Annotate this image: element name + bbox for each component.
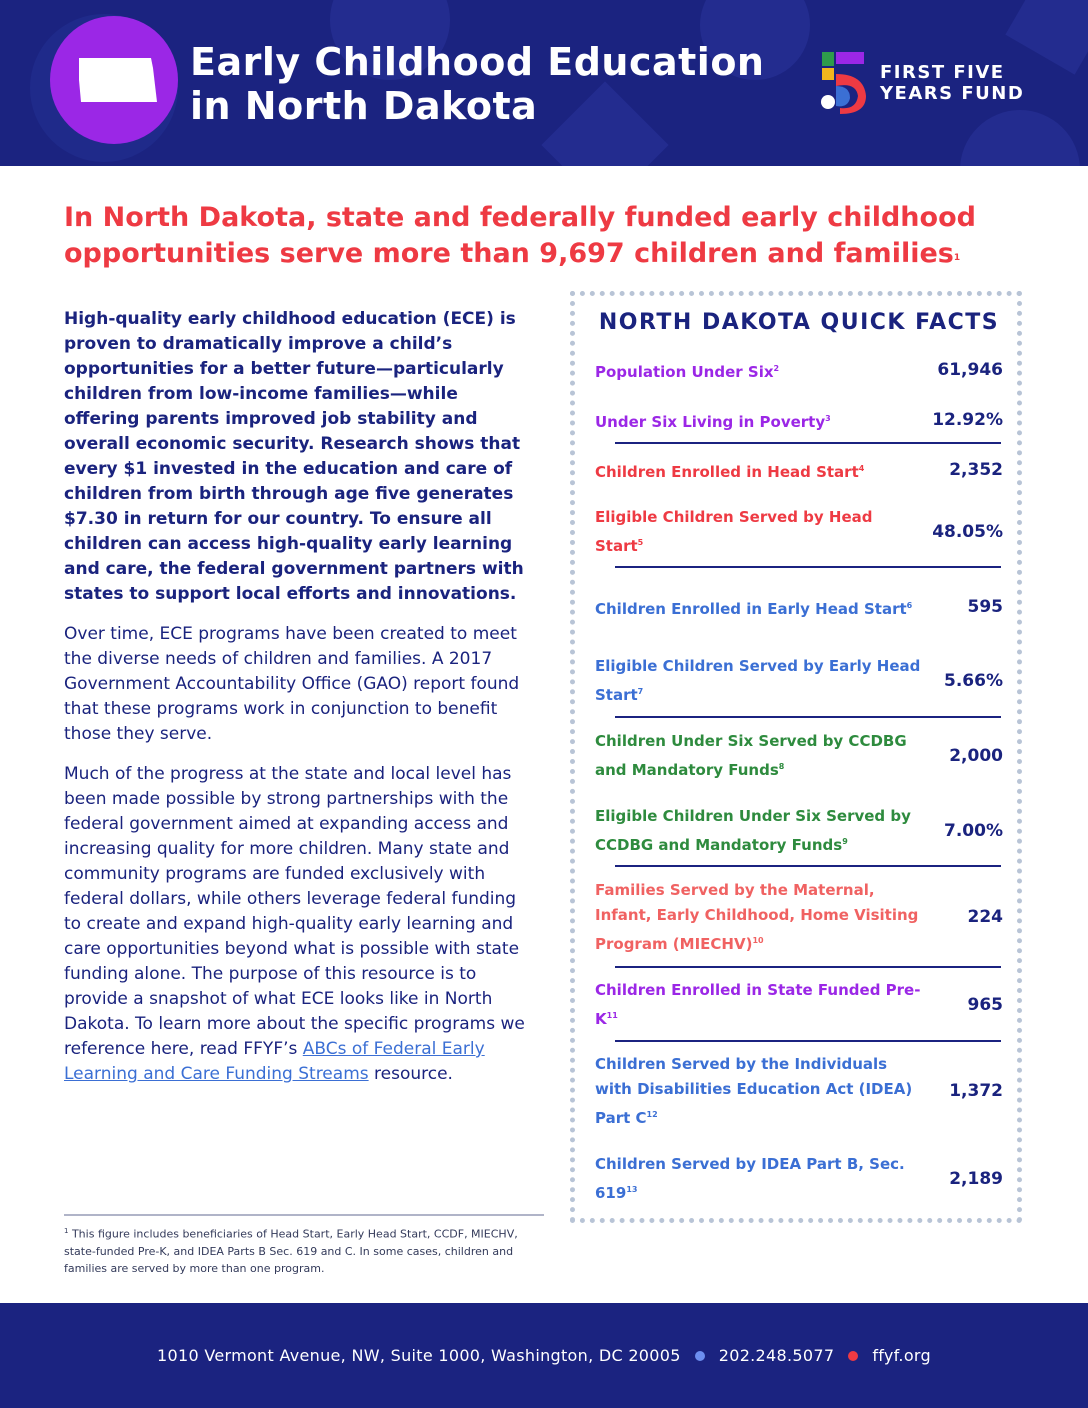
quick-fact-footnote-mark: 11 <box>606 1011 618 1020</box>
quick-fact-row <box>595 803 1003 859</box>
quick-fact-row <box>595 504 1003 560</box>
headline-line-2: opportunities serve more than 9,697 children and families$^1$ <box>64 238 961 269</box>
quick-facts-title: NORTH DAKOTA QUICK FACTS <box>598 310 1000 335</box>
north-dakota-state-icon <box>77 56 159 104</box>
body-paragraph-3: Much of the progress at the state and local level has been made possible by strong partnerships with the federal government aimed at expanding access and increasing quality for more children. Many state and community programs are funded exclusively with federal dollars, while others leverage federal funding to create and expand high-quality early learning and care opportunities beyond what is possible with state funding alone. The purpose of this resource is to provide a snapshot of what ECE looks like in North Dakota. To learn more about the specific programs we reference here, read FFYF’s ABCs of Federal Early Learning and Care Funding Streams resource. <box>64 764 525 1084</box>
quick-fact-value: 1,372 <box>949 1081 1003 1101</box>
quick-fact-footnote-mark: 7 <box>637 687 644 696</box>
quick-fact-value: 595 <box>967 597 1003 617</box>
quick-fact-value: 12.92% <box>932 410 1003 430</box>
footer-phone: 202.248.5077 <box>718 1346 835 1365</box>
quick-fact-label: Children Enrolled in Head Start$^4$ <box>595 462 865 481</box>
quick-fact-row <box>595 877 1003 957</box>
footnote: $^1$ This figure includes beneficiaries of Head Start, Early Head Start, CCDF, MIECHV, state-funded Pre-K, and IDEA Parts B Sec. 619 and C. In some cases, children and families are served by more than one program. <box>64 1227 518 1275</box>
quick-fact-value: 965 <box>967 995 1003 1015</box>
facts-divider <box>615 865 1001 867</box>
quick-fact-value: 2,000 <box>949 746 1003 766</box>
quick-fact-label: Population Under Six$^2$ <box>595 362 780 381</box>
quick-fact-label: Eligible Children Under Six Served by CCDBG and Mandatory Funds$^9$ <box>595 807 911 854</box>
quick-fact-value: 48.05% <box>932 522 1003 542</box>
quick-fact-footnote-mark: 12 <box>646 1109 658 1119</box>
footer-separator-dot <box>695 1351 705 1361</box>
quick-fact-footnote-mark: 6 <box>906 600 913 610</box>
quick-facts-panel <box>570 291 1022 1223</box>
page-footer <box>0 1303 1088 1408</box>
ffyf-logo-text: FIRST FIVE YEARS FUND <box>880 62 1025 104</box>
quick-fact-footnote-mark: 9 <box>842 837 848 846</box>
body-text-column <box>64 307 534 1102</box>
footer-separator-dot <box>848 1351 858 1361</box>
quick-fact-label: Children Under Six Served by CCDBG and Mandatory Funds$^8$ <box>595 732 907 779</box>
quick-fact-value: 7.00% <box>944 821 1003 841</box>
page-header <box>0 0 1088 166</box>
quick-fact-row <box>595 728 1003 784</box>
facts-divider <box>615 966 1001 968</box>
headline <box>64 200 1024 272</box>
headline-line-1: In North Dakota, state and federally funded early childhood <box>64 202 976 233</box>
quick-fact-value: 224 <box>967 907 1003 927</box>
quick-fact-footnote-mark: 3 <box>825 413 831 423</box>
body-paragraph-2: Over time, ECE programs have been created to meet the diverse needs of children and families. A 2017 Government Accountability Office (GAO) report found that these programs work in conjunction to benefit those they serve. <box>64 624 520 744</box>
quick-fact-label: Children Served by the Individuals with Disabilities Education Act (IDEA) Part $C^{12}$ <box>595 1054 913 1127</box>
facts-divider <box>615 566 1001 568</box>
quick-fact-footnote-mark: 2 <box>773 363 780 373</box>
quick-fact-row <box>595 977 1003 1033</box>
quick-fact-value: 2,189 <box>949 1169 1003 1189</box>
quick-fact-footnote-mark: 10 <box>752 935 764 945</box>
page-title <box>190 40 764 128</box>
headline-footnote-mark: 1 <box>953 253 961 263</box>
footnote-divider <box>64 1214 544 1216</box>
quick-fact-footnote-mark: 4 <box>858 463 865 473</box>
quick-fact-row <box>595 579 1003 635</box>
quick-fact-row <box>595 653 1003 709</box>
facts-divider <box>615 1040 1001 1042</box>
ffyf-logo-icon <box>820 52 866 114</box>
title-line-1: Early Childhood Education <box>190 40 765 84</box>
footer-address: 1010 Vermont Avenue, NW, Suite 1000, Washington, DC 20005 <box>157 1346 681 1365</box>
quick-fact-label: Families Served by the Maternal, Infant, Early Childhood, Home Visiting Program (MIECHV)$^{10}$ <box>595 880 919 953</box>
facts-divider <box>615 716 1001 718</box>
quick-fact-label: Children Served by IDEA Part B, Sec. $619^{13}$ <box>595 1155 905 1202</box>
facts-divider <box>615 442 1001 444</box>
quick-fact-row <box>595 1051 1003 1131</box>
quick-fact-value: 5.66% <box>944 671 1003 691</box>
intro-paragraph: High-quality early childhood education (ECE) is proven to dramatically improve a child’s opportunities for a better future—particularly children from low-income families—while offering parents improved job stability and overall economic security. Research shows that every $1 invested in the education and care of children from birth through age five generates $7.30 in return for our country. To ensure all children can access high-quality early learning and care, the federal government partners with states to support local efforts and innovations. <box>64 309 524 604</box>
quick-fact-row <box>595 1151 1003 1207</box>
footer-website-link[interactable]: ffyf.org <box>872 1346 931 1365</box>
quick-fact-footnote-mark: 8 <box>778 762 785 771</box>
quick-fact-footnote-mark: 13 <box>626 1185 638 1194</box>
quick-fact-row <box>595 454 1003 486</box>
quick-fact-footnote-mark: 5 <box>637 538 644 547</box>
abcs-funding-streams-link[interactable]: ABCs of Federal Early Learning and Care Funding Streams <box>64 1039 485 1084</box>
quick-fact-row <box>595 354 1003 386</box>
quick-fact-value: 61,946 <box>937 360 1003 380</box>
quick-fact-value: 2,352 <box>949 460 1003 480</box>
title-line-2: in North Dakota <box>190 84 538 128</box>
quick-fact-label: Children Enrolled in State Funded Pre-$K^{11}$ <box>595 981 921 1028</box>
quick-fact-row <box>595 404 1003 436</box>
quick-fact-label: Eligible Children Served by Head Start$^5$ <box>595 508 873 555</box>
quick-fact-label: Eligible Children Served by Early Head Start$^7$ <box>595 657 921 704</box>
quick-fact-label: Under Six Living in Poverty$^3$ <box>595 412 831 431</box>
quick-fact-label: Children Enrolled in Early Head Start$^6$ <box>595 599 913 618</box>
